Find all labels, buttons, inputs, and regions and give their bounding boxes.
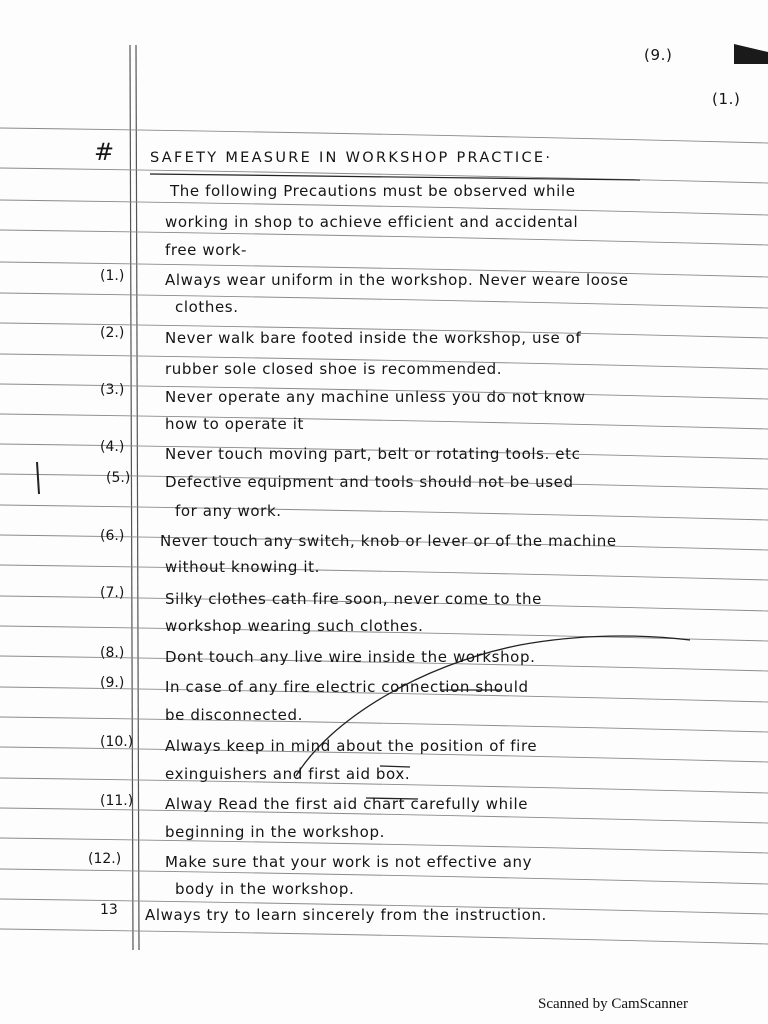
list-item-text: Silky clothes cath fire soon, never come to the	[165, 590, 542, 608]
list-item-text: exinguishers and first aid box.	[165, 765, 411, 783]
list-item-text: In case of any fire electric connection should	[165, 678, 529, 696]
list-item-number: (6.)	[100, 528, 125, 544]
list-item-text: Never touch moving part, belt or rotating tools. etc	[165, 445, 581, 463]
list-item-text: without knowing it.	[165, 558, 320, 576]
list-item-number: (2.)	[100, 325, 125, 341]
list-item-number: (1.)	[100, 268, 125, 284]
list-item-text: how to operate it	[165, 415, 304, 433]
list-item-text: body in the workshop.	[175, 880, 355, 898]
page-number: (9.)	[644, 46, 673, 64]
list-item-number: 13	[100, 902, 118, 918]
list-item-number: (8.)	[100, 645, 125, 661]
list-item-number: (12.)	[88, 851, 122, 867]
list-item-text: Always wear uniform in the workshop. Never weare loose	[165, 271, 629, 289]
intro-line-3: free work-	[165, 241, 248, 259]
list-item-text: beginning in the workshop.	[165, 823, 385, 841]
list-item-text: Alway Read the first aid chart carefully while	[165, 795, 529, 813]
list-item-text: be disconnected.	[165, 706, 303, 724]
heading-marker: #	[94, 138, 115, 166]
sub-page-number: (1.)	[712, 90, 741, 108]
list-item-number: (7.)	[100, 585, 125, 601]
list-item-text: rubber sole closed shoe is recommended.	[165, 360, 503, 378]
list-item-text: Always try to learn sincerely from the instruction.	[145, 906, 547, 924]
list-item-number: (11.)	[100, 793, 134, 809]
page-title: SAFETY MEASURE IN WORKSHOP PRACTICE·	[150, 150, 553, 166]
list-item-text: Never operate any machine unless you do not know	[165, 388, 586, 406]
list-item-number: (3.)	[100, 382, 125, 398]
list-item-text: Never touch any switch, knob or lever or of the machine	[160, 532, 617, 550]
list-item-text: Always keep in mind about the position of fire	[165, 737, 538, 755]
list-item-text: Defective equipment and tools should not be used	[165, 473, 574, 491]
list-item-number: (9.)	[100, 675, 125, 691]
list-item-text: for any work.	[175, 502, 282, 520]
list-item-text: Never walk bare footed inside the workshop, use of	[165, 329, 582, 347]
intro-line-1: The following Precautions must be observed while	[170, 182, 576, 200]
intro-line-2: working in shop to achieve efficient and accidental	[165, 213, 579, 231]
list-item-text: Dont touch any live wire inside the workshop.	[165, 648, 536, 666]
list-item-number: (4.)	[100, 439, 125, 455]
list-item-number: (10.)	[100, 734, 134, 750]
list-item-text: clothes.	[175, 298, 239, 316]
list-item-text: workshop wearing such clothes.	[165, 617, 424, 635]
list-item-number: (5.)	[106, 470, 131, 486]
scanner-watermark: Scanned by CamScanner	[538, 996, 688, 1012]
list-item-text: Make sure that your work is not effective any	[165, 853, 533, 871]
